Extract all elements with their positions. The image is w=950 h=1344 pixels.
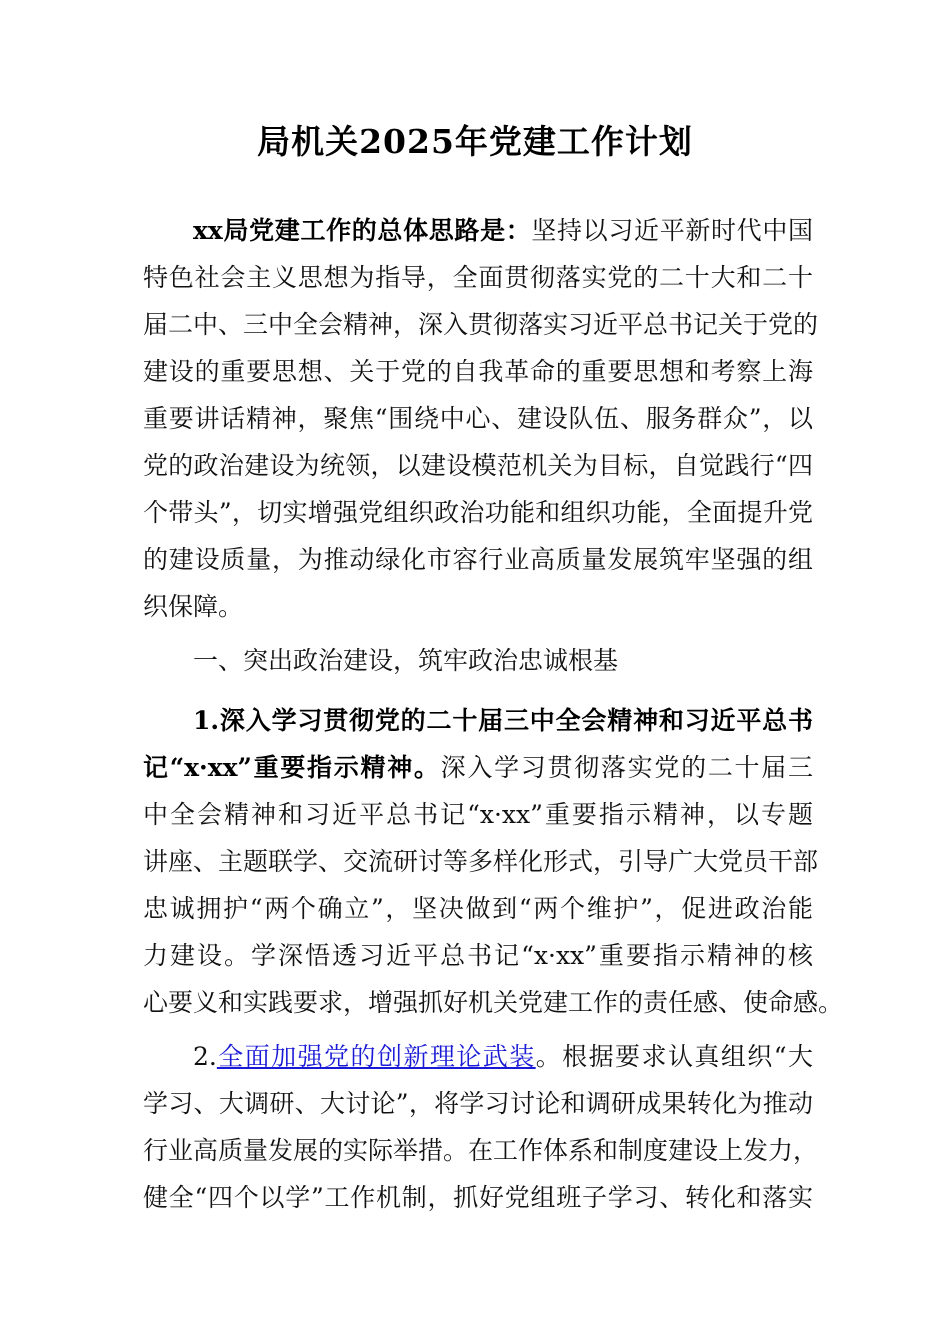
- item-2-hyperlink[interactable]: 全面加强党的创新理论武装: [216, 1042, 536, 1071]
- item-1-line-6: 力建设。学深悟透习近平总书记“x·xx”重要指示精神的核: [143, 941, 813, 970]
- item-1-heading-line-1: 1.深入学习贯彻党的二十届三中全会精神和习近平总书: [193, 706, 813, 735]
- item-2-line-4: 健全“四个以学”工作机制，抓好党组班子学习、转化和落实: [143, 1183, 813, 1212]
- item-1-line-4: 讲座、主题联学、交流研讨等多样化形式，引导广大党员干部: [143, 847, 819, 876]
- intro-line-5: 重要讲话精神，聚焦“围绕中心、建设队伍、服务群众”，以: [143, 404, 813, 433]
- item-1-line-7: 心要义和实践要求，增强抓好机关党建工作的责任感、使命感。: [143, 988, 844, 1017]
- item-2-number: 2.: [193, 1042, 217, 1071]
- intro-line-9: 织保障。: [143, 592, 244, 621]
- document-title: 局机关2025年党建工作计划: [257, 122, 693, 161]
- item-1-line-3: 中全会精神和习近平总书记“x·xx”重要指示精神，以专题: [143, 800, 813, 829]
- item-2-line-2: 学习、大调研、大讨论”，将学习讨论和调研成果转化为推动: [143, 1089, 813, 1118]
- section-1-heading: 一、突出政治建设，筑牢政治忠诚根基: [193, 646, 619, 675]
- item-1-heading-line-2: 记“x·xx”重要指示精神。: [143, 753, 441, 782]
- item-2-line-3: 行业高质量发展的实际举措。在工作体系和制度建设上发力，: [143, 1136, 819, 1165]
- intro-line-2: 特色社会主义思想为指导，全面贯彻落实党的二十大和二十: [143, 263, 813, 292]
- item-1-line-5: 忠诚拥护“两个确立”，坚决做到“两个维护”，促进政治能: [143, 894, 813, 923]
- intro-line-4: 建设的重要思想、关于党的自我革命的重要思想和考察上海: [143, 357, 813, 386]
- intro-line-3: 届二中、三中全会精神，深入贯彻落实习近平总书记关于党的: [143, 310, 819, 339]
- item-1-line-2: 记“x·xx”重要指示精神。深入学习贯彻落实党的二十届三: [143, 753, 813, 782]
- intro-line-6: 党的政治建设为统领，以建设模范机关为目标，自觉践行“四: [143, 451, 813, 480]
- intro-line-7: 个带头”，切实增强党组织政治功能和组织功能，全面提升党: [143, 498, 813, 527]
- intro-line-1: xx局党建工作的总体思路是：坚持以习近平新时代中国: [193, 216, 813, 245]
- item-2-line-1: 2.全面加强党的创新理论武装。根据要求认真组织“大: [193, 1042, 813, 1071]
- intro-line-8: 的建设质量，为推动绿化市容行业高质量发展筑牢坚强的组: [143, 545, 813, 574]
- intro-lead-bold: xx局党建工作的总体思路是：: [193, 216, 532, 245]
